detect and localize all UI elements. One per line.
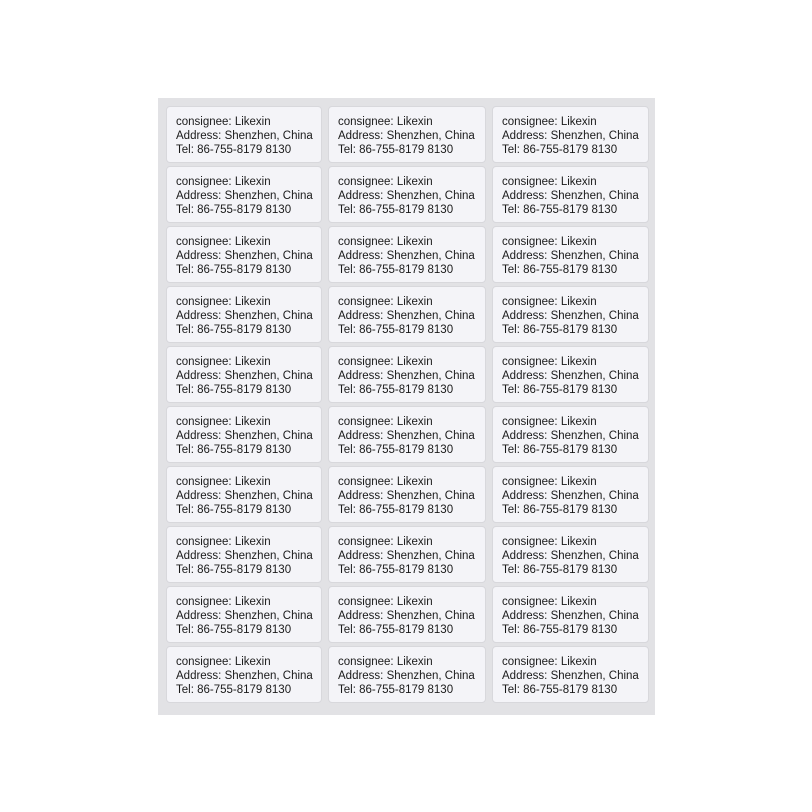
label-tel: Tel: 86-755-8179 8130 — [338, 684, 454, 696]
label-tel: Tel: 86-755-8179 8130 — [176, 204, 292, 216]
label-address: Address: Shenzhen, China — [338, 610, 475, 622]
label-consignee: consignee: Likexin — [176, 536, 271, 548]
label-tel: Tel: 86-755-8179 8130 — [502, 264, 618, 276]
label-tel: Tel: 86-755-8179 8130 — [338, 564, 454, 576]
label-tel: Tel: 86-755-8179 8130 — [502, 684, 618, 696]
label-address: Address: Shenzhen, China — [502, 130, 639, 142]
label-address: Address: Shenzhen, China — [502, 370, 639, 382]
label-consignee: consignee: Likexin — [176, 296, 271, 308]
label-tel: Tel: 86-755-8179 8130 — [338, 504, 454, 516]
address-label — [492, 466, 649, 523]
address-label — [166, 286, 322, 343]
label-consignee: consignee: Likexin — [176, 596, 271, 608]
label-consignee: consignee: Likexin — [502, 476, 597, 488]
label-tel: Tel: 86-755-8179 8130 — [176, 624, 292, 636]
address-label — [492, 226, 649, 283]
label-tel: Tel: 86-755-8179 8130 — [502, 324, 618, 336]
address-label — [166, 166, 322, 223]
label-consignee: consignee: Likexin — [502, 416, 597, 428]
label-consignee: consignee: Likexin — [502, 656, 597, 668]
address-label — [492, 646, 649, 703]
label-consignee: consignee: Likexin — [176, 476, 271, 488]
label-address: Address: Shenzhen, China — [338, 490, 475, 502]
label-consignee: consignee: Likexin — [176, 116, 271, 128]
label-address: Address: Shenzhen, China — [502, 250, 639, 262]
label-tel: Tel: 86-755-8179 8130 — [338, 264, 454, 276]
address-label — [328, 466, 486, 523]
label-tel: Tel: 86-755-8179 8130 — [502, 564, 618, 576]
address-label — [492, 346, 649, 403]
address-label — [492, 166, 649, 223]
address-label — [492, 286, 649, 343]
label-address: Address: Shenzhen, China — [338, 370, 475, 382]
label-consignee: consignee: Likexin — [338, 176, 433, 188]
label-tel: Tel: 86-755-8179 8130 — [176, 504, 292, 516]
label-consignee: consignee: Likexin — [502, 596, 597, 608]
label-address: Address: Shenzhen, China — [176, 190, 313, 202]
address-label — [492, 526, 649, 583]
label-address: Address: Shenzhen, China — [176, 310, 313, 322]
label-consignee: consignee: Likexin — [338, 236, 433, 248]
label-address: Address: Shenzhen, China — [502, 430, 639, 442]
label-consignee: consignee: Likexin — [176, 656, 271, 668]
label-address: Address: Shenzhen, China — [502, 610, 639, 622]
address-label — [328, 526, 486, 583]
label-tel: Tel: 86-755-8179 8130 — [338, 444, 454, 456]
label-sheet — [158, 98, 655, 715]
label-address: Address: Shenzhen, China — [502, 490, 639, 502]
label-tel: Tel: 86-755-8179 8130 — [176, 144, 292, 156]
label-address: Address: Shenzhen, China — [176, 610, 313, 622]
label-address: Address: Shenzhen, China — [338, 310, 475, 322]
address-label — [166, 586, 322, 643]
label-tel: Tel: 86-755-8179 8130 — [176, 684, 292, 696]
label-consignee: consignee: Likexin — [338, 476, 433, 488]
label-consignee: consignee: Likexin — [502, 356, 597, 368]
address-label — [328, 586, 486, 643]
label-tel: Tel: 86-755-8179 8130 — [176, 564, 292, 576]
label-address: Address: Shenzhen, China — [338, 250, 475, 262]
label-address: Address: Shenzhen, China — [176, 670, 313, 682]
label-address: Address: Shenzhen, China — [176, 370, 313, 382]
label-consignee: consignee: Likexin — [338, 356, 433, 368]
label-address: Address: Shenzhen, China — [176, 490, 313, 502]
address-label — [166, 406, 322, 463]
label-address: Address: Shenzhen, China — [502, 310, 639, 322]
label-consignee: consignee: Likexin — [338, 296, 433, 308]
address-label — [328, 286, 486, 343]
label-tel: Tel: 86-755-8179 8130 — [502, 444, 618, 456]
label-tel: Tel: 86-755-8179 8130 — [502, 624, 618, 636]
address-label — [328, 166, 486, 223]
label-tel: Tel: 86-755-8179 8130 — [338, 624, 454, 636]
address-label — [166, 106, 322, 163]
label-consignee: consignee: Likexin — [176, 176, 271, 188]
address-label — [328, 226, 486, 283]
label-tel: Tel: 86-755-8179 8130 — [502, 204, 618, 216]
label-consignee: consignee: Likexin — [338, 656, 433, 668]
address-label — [166, 526, 322, 583]
label-tel: Tel: 86-755-8179 8130 — [176, 444, 292, 456]
label-address: Address: Shenzhen, China — [176, 250, 313, 262]
label-consignee: consignee: Likexin — [338, 536, 433, 548]
address-label — [328, 646, 486, 703]
label-address: Address: Shenzhen, China — [502, 670, 639, 682]
label-address: Address: Shenzhen, China — [176, 130, 313, 142]
label-consignee: consignee: Likexin — [502, 176, 597, 188]
label-tel: Tel: 86-755-8179 8130 — [338, 144, 454, 156]
label-address: Address: Shenzhen, China — [502, 190, 639, 202]
address-label — [166, 226, 322, 283]
label-tel: Tel: 86-755-8179 8130 — [176, 384, 292, 396]
label-consignee: consignee: Likexin — [338, 416, 433, 428]
label-tel: Tel: 86-755-8179 8130 — [502, 504, 618, 516]
label-tel: Tel: 86-755-8179 8130 — [176, 324, 292, 336]
label-consignee: consignee: Likexin — [338, 116, 433, 128]
label-tel: Tel: 86-755-8179 8130 — [338, 204, 454, 216]
label-address: Address: Shenzhen, China — [338, 430, 475, 442]
label-address: Address: Shenzhen, China — [176, 550, 313, 562]
label-tel: Tel: 86-755-8179 8130 — [502, 144, 618, 156]
label-consignee: consignee: Likexin — [502, 116, 597, 128]
label-consignee: consignee: Likexin — [176, 236, 271, 248]
address-label — [492, 406, 649, 463]
label-consignee: consignee: Likexin — [502, 296, 597, 308]
label-address: Address: Shenzhen, China — [338, 130, 475, 142]
label-consignee: consignee: Likexin — [502, 536, 597, 548]
address-label — [492, 106, 649, 163]
label-address: Address: Shenzhen, China — [176, 430, 313, 442]
address-label — [492, 586, 649, 643]
address-label — [328, 406, 486, 463]
address-label — [328, 106, 486, 163]
label-tel: Tel: 86-755-8179 8130 — [176, 264, 292, 276]
label-address: Address: Shenzhen, China — [502, 550, 639, 562]
label-consignee: consignee: Likexin — [338, 596, 433, 608]
label-consignee: consignee: Likexin — [502, 236, 597, 248]
address-label — [166, 646, 322, 703]
address-label — [328, 346, 486, 403]
label-tel: Tel: 86-755-8179 8130 — [502, 384, 618, 396]
label-tel: Tel: 86-755-8179 8130 — [338, 324, 454, 336]
label-tel: Tel: 86-755-8179 8130 — [338, 384, 454, 396]
label-consignee: consignee: Likexin — [176, 356, 271, 368]
label-address: Address: Shenzhen, China — [338, 670, 475, 682]
address-label — [166, 346, 322, 403]
label-consignee: consignee: Likexin — [176, 416, 271, 428]
label-address: Address: Shenzhen, China — [338, 550, 475, 562]
label-grid — [166, 106, 649, 703]
address-label — [166, 466, 322, 523]
label-address: Address: Shenzhen, China — [338, 190, 475, 202]
